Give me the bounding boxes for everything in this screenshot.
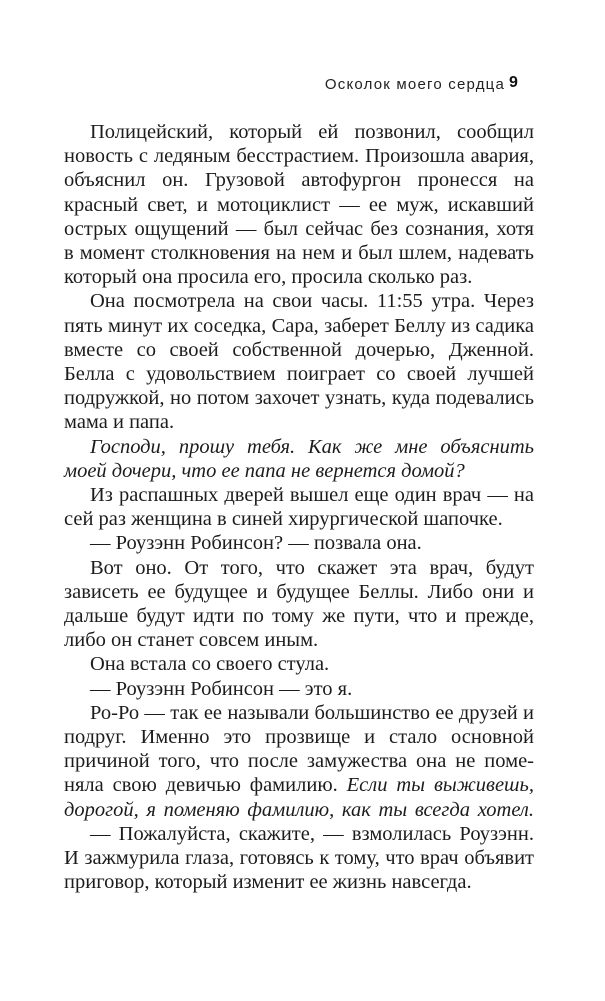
paragraph: Она встала со своего стула. xyxy=(90,653,330,676)
dialogue-line: — Роузэнн Робинсон — это я. xyxy=(90,677,353,700)
paragraph: Вот оно. От того, что скажет эта врач, будут зависеть ее будущее и будущее Беллы. Либо они и дальше будут идти по тому же пути, что и прежде, либо он станет совсем иным. xyxy=(64,556,534,652)
running-title: Осколок моего сердца xyxy=(324,76,505,93)
paragraph: Из распашных дверей вышел еще один врач — на сей раз женщина в синей хирургической шапочке. xyxy=(64,484,534,531)
dialogue-line: — Роузэнн Робинсон? — позвала она. xyxy=(90,532,422,555)
paragraph-with-italic xyxy=(64,701,534,822)
body-text xyxy=(64,120,534,895)
paragraph: Она посмотрела на свои часы. 11:55 утра. Через пять минут их соседка, Сара, заберет Беллу из садика вместе со своей собственной дочерью, Дженной. Белла с удовольствием поиграет со своей лучшей подружкой, но потом захочет узнать, куда подевались мама и папа. xyxy=(64,290,534,434)
dialogue-line: — Пожалуйста, скажите, — взмолилась Роузэнн. И зажмурила глаза, готовясь к тому, что врач объявит приговор, который изменит ее жизнь навсегда. xyxy=(64,822,534,894)
page-number: 9 xyxy=(509,74,518,91)
paragraph-text: Ро-Ро — так ее называли большинство ее друзей и подруг. Именно это прозвище и стало основной причиной того, что после замужества она не поменяла свою девичью фамилию. xyxy=(64,701,534,797)
paragraph: Полицейский, который ей позвонил, сообщил новость с ледяным бесстрастием. Произошла авария, объяснил он. Грузовой автофургон пронесся на красный свет, и мотоциклист — ее муж, искавший острых ощущений — был сейчас без сознания, хотя в момент столкновения на нем и был шлем, надевать который она просила его, просила сколько раз. xyxy=(64,121,534,289)
italic-thought: Если ты выживешь, дорогой, я поменяю фамилию, как ты всегда хотел. xyxy=(64,774,534,821)
italic-thought: Господи, прошу тебя. Как же мне объяснить моей дочери, что ее папа не вернется домой? xyxy=(64,435,534,482)
